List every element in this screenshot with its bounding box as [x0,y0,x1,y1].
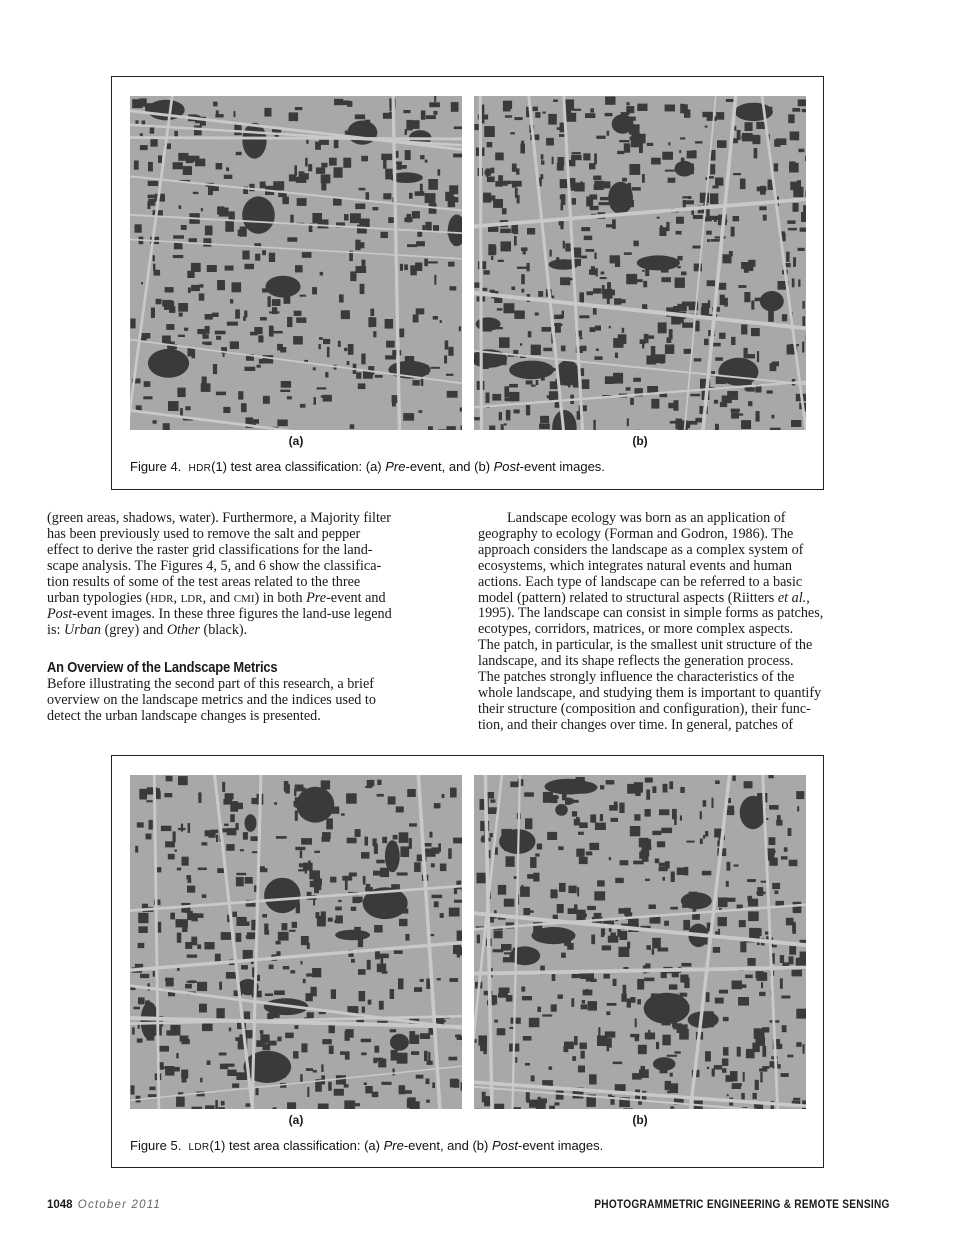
journal-name: PHOTOGRAMMETRIC ENGINEERING & REMOTE SENSING [594,1199,890,1211]
figure-4a-label: (a) [288,434,304,448]
figure-5b-classification-image [474,775,806,1109]
right-text-column [478,511,888,734]
left-text-column [47,511,457,725]
paragraph-overview: Before illustrating the second part of this research, a brief overview on the landscape metrics and the indices used to detect the urban landscape changes is presented. [47,676,376,724]
page-number: 1048 [47,1199,73,1211]
issue-date: October 2011 [77,1199,162,1211]
figure-5a-classification-image [130,775,462,1109]
figure-4 [111,76,824,490]
figure-5a-label: (a) [288,1113,304,1127]
figure-5b-label: (b) [632,1113,648,1127]
figure-4a-classification-image [130,96,462,430]
figure-4-caption: Figure 4. HDR(1) test area classification: (a) Pre-event, and (b) Post-event images. [130,459,605,474]
figure-5-caption: Figure 5. LDR(1) test area classification: (a) Pre-event, and (b) Post-event images. [130,1138,604,1153]
section-heading: An Overview of the Landscape Metrics [47,659,278,677]
paragraph-landscape-ecology: Landscape ecology was born as an application of geography to ecology (Forman and Godron, 1986). The approach considers the landscape as a complex system of ecosystems, which integrates natural events and human actions. Each type of landscape can be referred to a basic model (pattern) related to structural aspects (Riitters et al., 1995). The landscape can consist in simple forms as patches, ecotypes, corridors, matrices, or more complex aspects. The patch, in particular, is the smallest unit structure of the landscape, and its shape reflects the generation process. The patches strongly influence the characteristics of the whole landscape, and studying them is important to quantify their structure (composition and configuration), their func- tion, and their changes over time. In general, patches of [478,510,824,733]
paragraph-classification: (green areas, shadows, water). Furthermore, a Majority filter has been previously used to remove the salt and pepper effect to derive the raster grid classifications for the land- scape analysis. The Figures 4, 5, and 6 show the classifica- tion results of some of the test areas related to the three urban typologies (HDR, LDR, and CMI) in both Pre-event and Post-event images. In these three figures the land-use legend is: Urban (grey) and Other (black). [47,510,392,639]
figure-5 [111,755,824,1168]
page-footer [47,1199,890,1215]
figure-4b-classification-image [474,96,806,430]
figure-4b-label: (b) [632,434,648,448]
